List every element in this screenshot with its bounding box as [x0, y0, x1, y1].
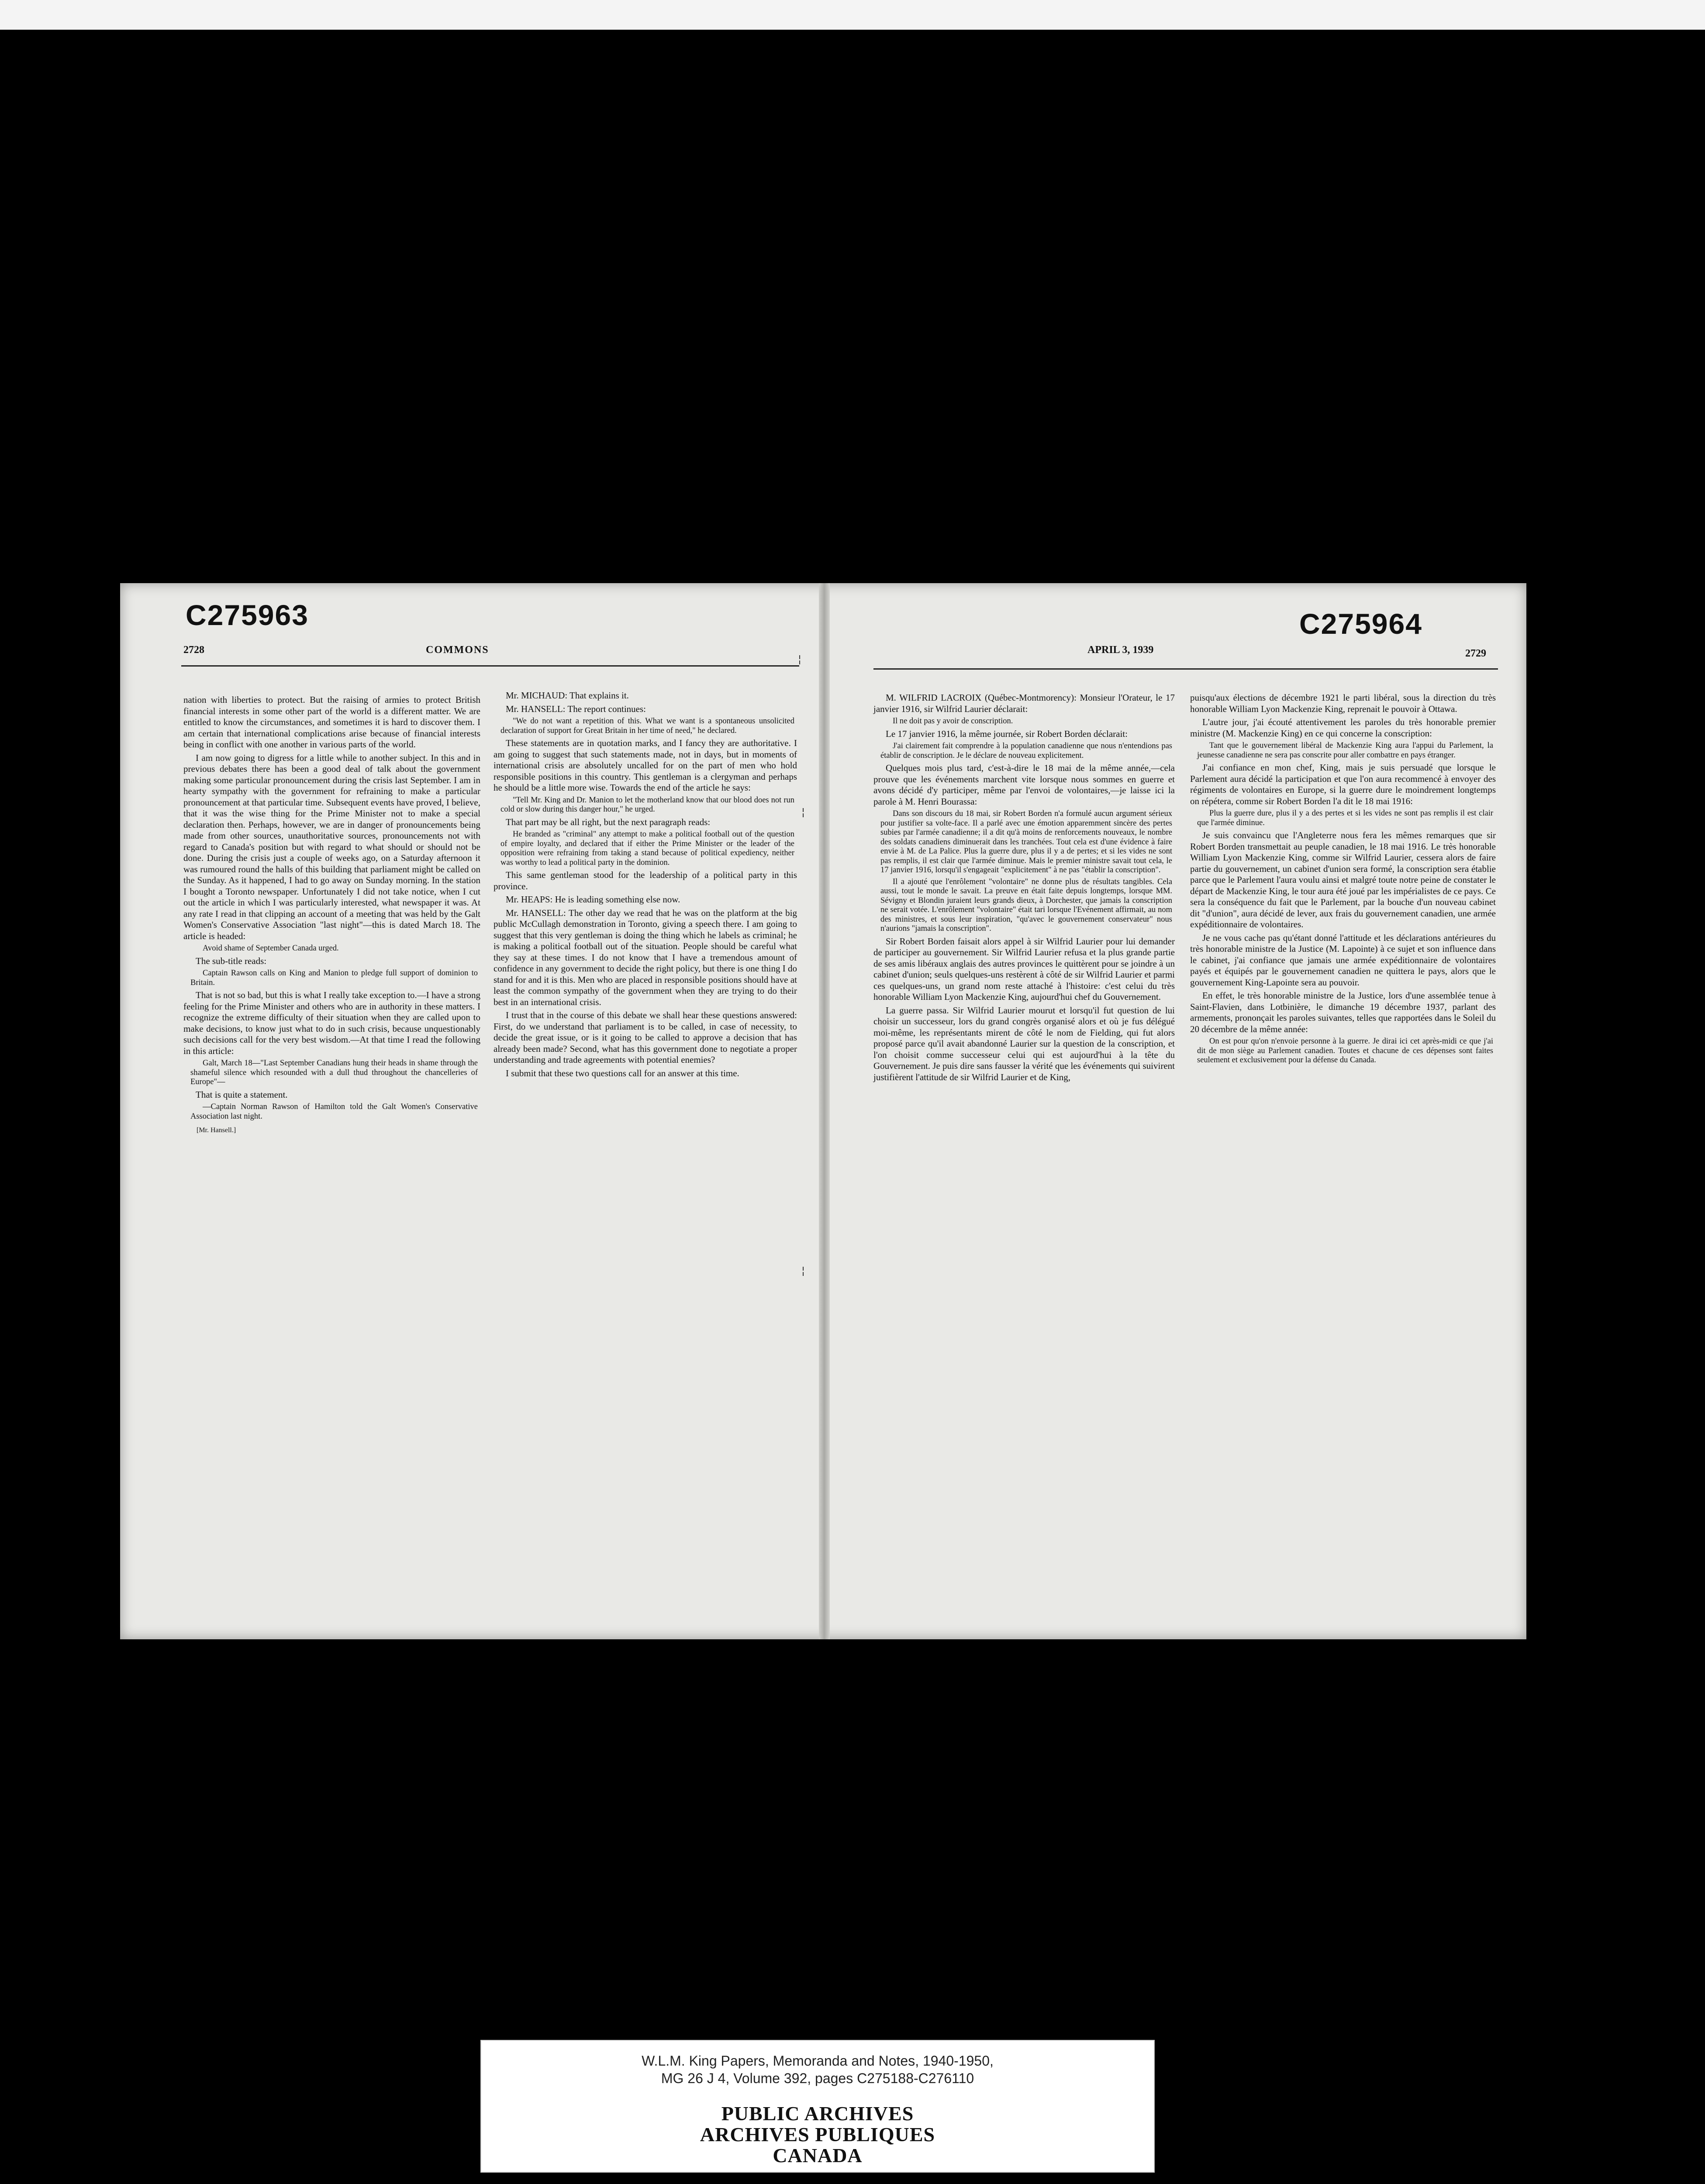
paragraph: The sub-title reads: [196, 955, 267, 966]
paragraph: Sir Robert Borden faisait alors appel à sir Wilfrid Laurier pour lui demander de participer au gouvernement. Sir Wilfrid Laurier refusa et la plus grande partie de ses amis libéraux anglais des autres provinces le quittèrent pour se joindre à un cabinet d'union; seuls quelques-uns restèrent à côté de sir Wilfrid Laurier et parmi ces quelques-uns, un grand nom reste attaché à l'histoire: c'est celui du très honorable William Lyon Mackenzie King, aujourd'hui chef du Gouvernement. [873, 936, 1175, 1002]
paragraph: La guerre passa. Sir Wilfrid Laurier mourut et lorsqu'il fut question de lui choisir un successeur, lors du grand congrès organisé alors et où je fus délégué moi-même, les représentants mirent de côté le nom de Fielding, qui fut alors proposé parce qu'il avait abandonné Laurier sur la question de la conscription, et l'on choisit comme successeur celui qui est aujourd'hui à la tête du Gouvernement. Je puis dire sans fausser la vérité que les événements qui suivirent justifièrent l'attitude de sir Wilfrid Laurier et de King, [873, 1005, 1175, 1082]
paragraph: puisqu'aux élections de décembre 1921 le parti libéral, sous la direction du très honorable William Lyon Mackenzie King, reprenait le pouvoir à Ottawa. [1190, 692, 1496, 714]
paragraph: Quelques mois plus tard, c'est-à-dire le 18 mai de la même année,—cela prouve que les événements marchent vite lorsque nous sommes en guerre et avons décidé d'y participer, même par l'envoi de volontaires,—je laisse ici la parole à M. Henri Bourassa: [873, 763, 1175, 807]
folio-stamp: C275963 [186, 599, 309, 631]
paragraph: That is not so bad, but this is what I really take exception to.—I have a strong feeling for the Prime Minister and others who are in authority in these matters. I recognize the extreme difficulty of their situation when they are called upon to make decisions, to know just what to do in such crisis, because unquestionably such decisions call for the very best wisdom.—At that time I read the following in this article: [183, 990, 481, 1056]
quote: —Captain Norman Rawson of Hamilton told the Galt Women's Conservative Association last night. [190, 1102, 478, 1121]
quote: Il a ajouté que l'enrôlement "volontaire" ne donne plus de résultats tangibles. Cela aussi, tout le monde le savait. La preuve en était faite depuis longtemps, lorsque MM. Sévigny et Blondin juraient leurs grands dieux, à Dorchester, que jamais la conscription ne serait votée. L'enrôlement "volontaire" était tari lorsque l'Evénement affirmait, au nom des ministres, et sous leur inspiration, "qu'avec le gouvernement conservateur" nous n'aurions "jamais la conscription". [880, 877, 1172, 933]
paragraph: Je suis convaincu que l'Angleterre nous fera les mêmes remarques que sir Robert Borden transmettait au peuple canadien, le 18 mai 1916. Le très honorable William Lyon Mackenzie King, comme sir Wilfrid Laurier, cessera alors de faire partie du gouvernement, un cabinet d'union sera formé, la conscription sera établie parce que le Parlement l'aura voulu ainsi et malgré toute notre peine de constater le départ de Mackenzie King, le tour aura été joué par les impérialistes de ce pays. Ce sera la conséquence du fait que le Parlement, par la bouche d'un nouveau cabinet dit "d'union", aura décidé de lever, aux frais du gouvernement canadien, une armée expéditionnaire de volontaires. [1190, 830, 1496, 930]
quote: Captain Rawson calls on King and Manion to pledge full support of dominion to Britain. [190, 969, 478, 987]
paragraph: En effet, le très honorable ministre de la Justice, lors d'une assemblée tenue à Saint-Flavien, dans Lotbinière, le dimanche 19 décembre 1937, parlant des armements, prononçait les paroles suivantes, telles que rapportées dans le Soleil du 20 décembre de la même année: [1190, 990, 1496, 1034]
paragraph: Mr. MICHAUD: That explains it. [506, 690, 629, 701]
archive-country: CANADA [773, 2144, 863, 2167]
quote: "We do not want a repetition of this. What we want is a spontaneous unsolicited declaration of support for Great Britain in her time of need," he declared. [500, 717, 794, 735]
paragraph: L'autre jour, j'ai écouté attentivement les paroles du très honorable premier ministre (M. Mackenzie King) en ce qui concerne la conscription: [1190, 717, 1496, 739]
gutter-mark: ¦ [801, 806, 805, 818]
quote: He branded as "criminal" any attempt to make a political football out of the question of empire loyalty, and declared that if either the Prime Minister or the leader of the opposition were refraining from taking a stand because of political expediency, neither was worthy to lead a political party in the dominion. [500, 830, 794, 867]
page-number: 2728 [183, 644, 204, 656]
paragraph: These statements are in quotation marks, and I fancy they are authoritative. I am going to suggest that such statements made, not in days, but in moments of international crisis are absolutely uncalled for on the part of men who hold responsible positions in this country. This gentleman is a clergyman and perhaps he should be a little more wise. Towards the end of the article he says: [494, 738, 797, 793]
folio-stamp: C275964 [1299, 608, 1422, 640]
left-page [120, 583, 819, 1639]
right-page [830, 583, 1526, 1639]
paragraph: Mr. HANSELL: The other day we read that he was on the platform at the big public McCullagh demonstration in Toronto, giving a speech there. I am going to suggest that this very gentleman is doing the thing which he labels as criminal; he is making a political football out of the situation. People should be careful what they say at these times. I do not know that I have a tremendous amount of confidence in any government to decide the right policy, but there is one thing I do stand for and it is this. Men who are placed in responsible positions should have at least the common sympathy of the government when they are trying to do their best in an international crisis. [494, 907, 797, 1007]
paragraph: J'ai confiance en mon chef, King, mais je suis persuadé que lorsque le Parlement aura décidé la participation et que l'on aura recommencé à envoyer des régiments de volontaires en Europe, si la guerre dure le moindrement longtemps on répétera, comme sir Robert Borden l'a dit le 18 mai 1916: [1190, 762, 1496, 806]
text-column-2 [494, 690, 797, 1081]
quote: J'ai clairement fait comprendre à la population canadienne que nous n'entendions pas établir de conscription. Je le déclare de nouveau explicitement. [880, 742, 1172, 760]
binding-gutter [819, 583, 830, 1639]
film-edge-strip [0, 0, 1705, 30]
archive-name-english: PUBLIC ARCHIVES [721, 2102, 914, 2125]
running-head: APRIL 3, 1939 [1087, 644, 1154, 656]
paragraph: That part may be all right, but the next paragraph reads: [506, 816, 711, 827]
quote: On est pour qu'on n'envoie personne à la guerre. Je dirai ici cet après-midi ce que j'ai dit de mon siège au Parlement canadien. Toutes et chacune de ces dépenses sont faites seulement et exclusivement pour la défense du Canada. [1197, 1037, 1493, 1064]
archive-label-card [480, 2040, 1155, 2173]
archive-name-french: ARCHIVES PUBLIQUES [700, 2123, 935, 2146]
quote: Plus la guerre dure, plus il y a des pertes et si les vides ne sont pas remplis il est clair que l'armée diminue. [1197, 809, 1493, 827]
archive-reference-line: W.L.M. King Papers, Memoranda and Notes, 1940-1950, [642, 2053, 994, 2069]
text-column-1 [183, 695, 480, 1138]
paragraph: That is quite a statement. [196, 1089, 288, 1100]
paragraph: This same gentleman stood for the leadership of a political party in this province. [494, 870, 797, 892]
paragraph: nation with liberties to protect. But the raising of armies to protect British financial interests in some other part of the world is a different matter. We are entitled to know the circumstances, and sometimes it is hard to discover them. I am certain that international complications arise because of financial interests being in conflict with one another in various parts of the world. [183, 695, 480, 750]
text-column-1 [873, 692, 1175, 1085]
paragraph: I trust that in the course of this debate we shall hear these questions answered: First, do we understand that parliament is to be called, in case of necessity, to decide the great issue, or is it going to be called to approve a decision that has already been made? Second, what has this government done to negotiate a proper understanding and trade agreements with potential enemies? [494, 1010, 797, 1065]
quote: Tant que le gouvernement libéral de Mackenzie King aura l'appui du Parlement, la jeunesse canadienne ne sera pas conscrite pour aller combattre en pays étranger. [1197, 741, 1493, 760]
quote: Avoid shame of September Canada urged. [203, 944, 339, 953]
paragraph: Je ne vous cache pas qu'étant donné l'attitude et les déclarations antérieures du très honorable ministre de la Justice (M. Lapointe) à ce sujet et son influence dans le cabinet, j'ai confiance que jamais une armée expéditionnaire de volontaires payés et équipés par le gouvernement canadien ne quittera le pays, alors que le gouvernement King-Lapointe sera au pouvoir. [1190, 932, 1496, 988]
paragraph: Le 17 janvier 1916, la même journée, sir Robert Borden déclarait: [886, 728, 1128, 739]
gutter-mark: ¦ [801, 1265, 805, 1277]
quote: "Tell Mr. King and Dr. Manion to let the motherland know that our blood does not run cold or slow during this danger hour," he urged. [500, 795, 794, 814]
header-rule [181, 665, 799, 667]
paragraph: I submit that these two questions call for an answer at this time. [506, 1068, 739, 1078]
gutter-mark: ¦ [798, 653, 802, 665]
book-spread [120, 583, 1526, 1639]
archive-reference-line: MG 26 J 4, Volume 392, pages C275188-C276110 [661, 2070, 974, 2086]
quote: Galt, March 18—"Last September Canadians hung their heads in shame through the shameful silence which resounded with a dull thud throughout the chancelleries of Europe"— [190, 1059, 478, 1086]
paragraph: Mr. HANSELL: The report continues: [506, 703, 646, 714]
header-rule [873, 668, 1498, 670]
quote: Dans son discours du 18 mai, sir Robert Borden n'a formulé aucun argument sérieux pour justifier sa volte-face. Il a parlé avec une émotion apparemment sincère des pertes subies par l'armée canadienne; il a dit qu'à moins de renforcements nouveaux, le nombre des soldats canadiens diminuerait dans les tranchées. Tout cela est d'une évidence à faire envie à M. de La Palice. Plus la guerre dure, plus il y a de pertes; et si les vides ne sont pas remplis, il est clair que l'armée diminue. Mais le premier ministre savait tout cela, le 17 janvier 1916, lorsqu'il s'engageait "explicitement" à ne pas "établir la conscription". [880, 809, 1172, 874]
running-head: COMMONS [426, 644, 489, 656]
text-column-2 [1190, 692, 1496, 1068]
page-number: 2729 [1465, 648, 1486, 659]
speaker-note: [Mr. Hansell.] [197, 1127, 236, 1134]
quote: Il ne doit pas y avoir de conscription. [893, 717, 1013, 726]
paragraph: M. WILFRID LACROIX (Québec-Montmorency): Monsieur l'Orateur, le 17 janvier 1916, sir Wilfrid Laurier déclarait: [873, 692, 1175, 714]
paragraph: Mr. HEAPS: He is leading something else now. [506, 894, 680, 905]
paragraph: I am now going to digress for a little while to another subject. In this and in previous debates there has been a good deal of talk about the government making some particular pronouncement during the crisis last September. I am in hearty sympathy with the government for refraining to make a particular pronouncement at that particular time. Subsequent events have proved, I believe, that it was the wise thing for the Prime Minister not to make a special declaration then. Perhaps, however, we are in danger of pronouncements being made from other sources, unauthoritative sources, pronouncements not with regard to Canada's position but with regard to what should or should not be done. During the crisis just a couple of weeks ago, on a Saturday afternoon it was rumoured round the halls of this building that parliament might be called on the Sunday. As it happened, I had to go away on Sunday morning. In the station I bought a Toronto newspaper. Unfortunately I did not take notice, when I cut out the article in which I was particularly interested, what newspaper it was. At any rate I read in that clipping an account of a meeting that was held by the Galt Women's Conservative Association "last night"—this is dated March 18. The article is headed: [183, 752, 480, 941]
